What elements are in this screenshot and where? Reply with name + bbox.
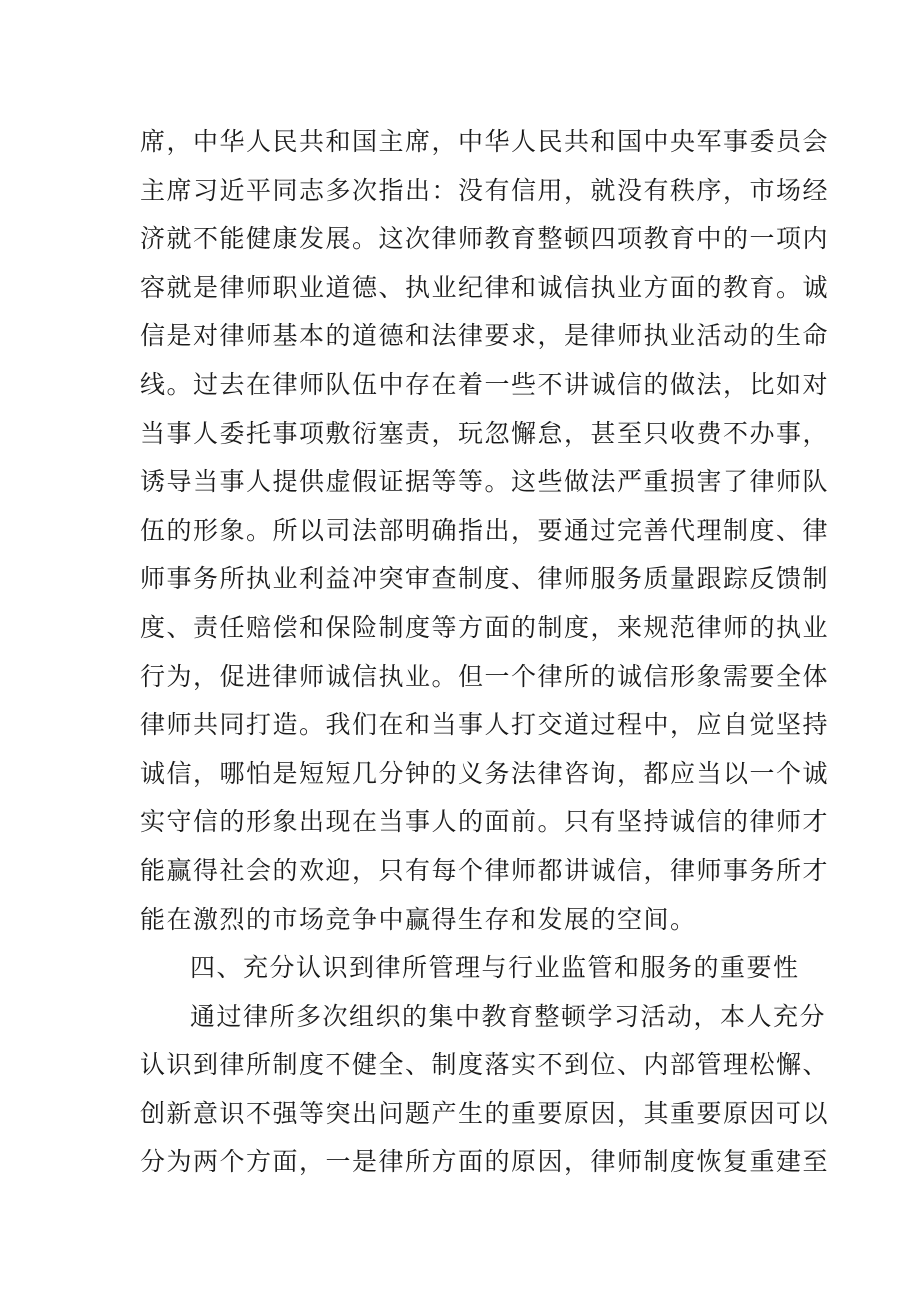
text-line: 实守信的形象出现在当事人的面前。只有坚持诚信的律师才	[140, 807, 830, 837]
text-line: 行为，促进律师诚信执业。但一个律所的诚信形象需要全体	[140, 661, 830, 691]
text-line: 席，中华人民共和国主席，中华人民共和国中央军事委员会	[140, 127, 830, 156]
text-line: 能在激烈的市场竞争中赢得生存和发展的空间。	[140, 904, 697, 934]
text-line: 通过律所多次组织的集中教育整顿学习活动，本人充分	[190, 1001, 827, 1031]
text-line: 伍的形象。所以司法部明确指出，要通过完善代理制度、律	[140, 515, 830, 545]
text-line: 信是对律师基本的道德和法律要求，是律师执业活动的生命	[140, 321, 830, 351]
document-body	[140, 118, 830, 1187]
text-line: 济就不能健康发展。这次律师教育整顿四项教育中的一项内	[140, 224, 830, 254]
text-line: 主席习近平同志多次指出：没有信用，就没有秩序，市场经	[140, 175, 830, 205]
text-line: 诚信，哪怕是短短几分钟的义务法律咨询，都应当以一个诚	[140, 758, 830, 788]
text-line: 分为两个方面，一是律所方面的原因，律师制度恢复重建至	[140, 1147, 830, 1177]
text-line: 律师共同打造。我们在和当事人打交道过程中，应自觉坚持	[140, 710, 830, 740]
text-line: 容就是律师职业道德、执业纪律和诚信执业方面的教育。诚	[140, 272, 830, 302]
text-line: 四、充分认识到律所管理与行业监管和服务的重要性	[190, 953, 800, 983]
text-line: 线。过去在律师队伍中存在着一些不讲诚信的做法，比如对	[140, 369, 830, 399]
text-line: 当事人委托事项敷衍塞责，玩忽懈怠，甚至只收费不办事，	[140, 418, 830, 448]
text-line: 诱导当事人提供虚假证据等等。这些做法严重损害了律师队	[140, 467, 830, 497]
text-line: 能赢得社会的欢迎，只有每个律师都讲诚信，律师事务所才	[140, 855, 830, 885]
text-line: 创新意识不强等突出问题产生的重要原因，其重要原因可以	[140, 1098, 830, 1128]
text-line: 师事务所执业利益冲突审查制度、律师服务质量跟踪反馈制	[140, 564, 830, 594]
text-line: 认识到律所制度不健全、制度落实不到位、内部管理松懈、	[140, 1050, 830, 1080]
text-line: 度、责任赔偿和保险制度等方面的制度，来规范律师的执业	[140, 612, 830, 642]
